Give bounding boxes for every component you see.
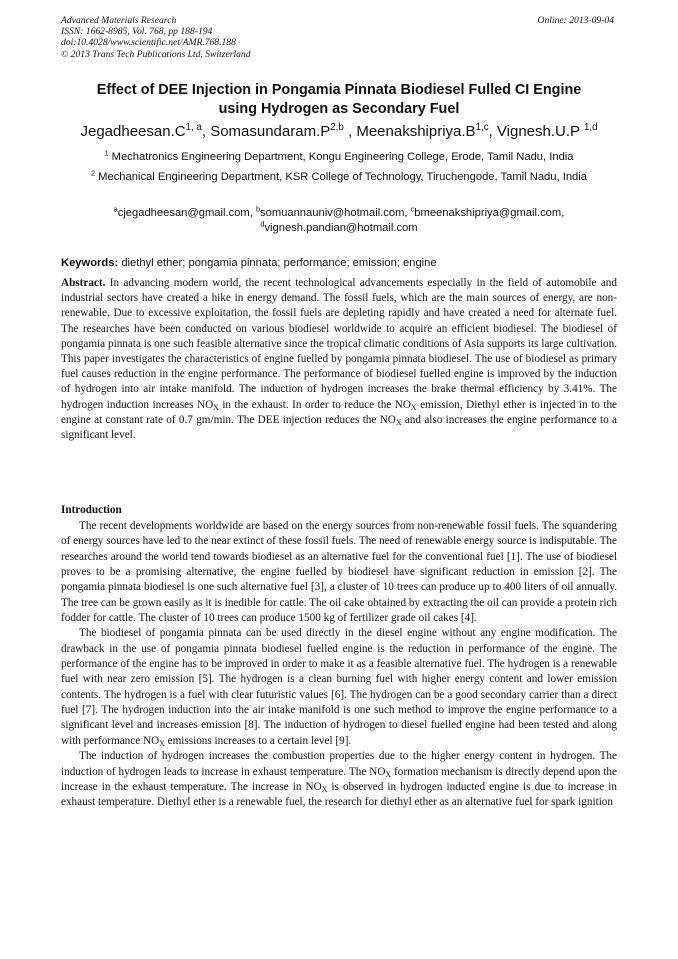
introduction-body xyxy=(61,519,617,811)
paragraph-text: The biodiesel of pongamia pinnata can be used directly in the diesel engine without any engine modification. The drawback in the use of pongamia pinnata biodiesel fuelled engine is the reduction in performance of the engine. The performance of the engine has to be improved in order to make it as a feasible alternative fuel. The hydrogen is a renewable fuel with near zero emission [5]. The hydrogen is a clean burning fuel with higher energy content and lower emission contents. The hydrogen is a fuel with clear futuristic values [6]. The hydrogen can be a good secondary carrier than a direct fuel [7]. The hydrogen induction into the air intake manifold is one such method to improve the engine performance to a significant level and increases emission [8]. The induction of hydrogen to diesel fuelled engine had been tested and along with performance NO xyxy=(61,627,617,747)
abstract-text: and also increases the engine performance to a significant level. xyxy=(61,413,617,442)
author-list: $Jegadheesan.C^{1, a}$, $Somasundaram.P^{2,b}$ , $Meenakshipriya.B^{1,c}$, Vignesh.U.P $^{1,d}$ xyxy=(80,122,598,140)
introduction-paragraph xyxy=(61,626,617,749)
nox-subscript: X xyxy=(395,417,402,427)
section-heading-introduction: Introduction xyxy=(61,504,122,516)
author-superscript: 1,c xyxy=(475,122,489,134)
email-address[interactable]: vignesh.pandian@hotmail.com xyxy=(264,222,418,234)
keywords-label: Keywords: xyxy=(61,257,119,269)
author-name: Somasundaram.P xyxy=(210,123,331,140)
online-date: Online: 2013-09-04 xyxy=(537,15,614,26)
affiliation-text: Mechatronics Engineering Department, Kongu Engineering College, Erode, Tamil Nadu, India xyxy=(111,151,574,163)
abstract-text: emission, Diethyl ether is injected in to the engine at constant rate of 0.7 gm/min. The DEE injection reduces the NO xyxy=(61,398,617,426)
journal-name: Advanced Materials Research xyxy=(61,15,177,26)
nox-subscript: X xyxy=(213,402,219,412)
affiliation-1 xyxy=(60,150,618,165)
author-name: Jegadheesan.C xyxy=(80,123,186,140)
keywords-line xyxy=(61,256,617,271)
email-superscript: c xyxy=(410,204,415,214)
issn-line: ISSN: 1662-8985, Vol. 768, pp 188-194 xyxy=(61,26,213,38)
paragraph-text: formation mechanism is directly depend upon the increase in the exhaust temperature. The increase in NO xyxy=(61,765,617,793)
nox-subscript: X xyxy=(159,738,165,748)
affiliation-text: Mechanical Engineering Department, KSR College of Technology, Tiruchengode, Tamil Nadu, India xyxy=(98,171,587,183)
journal-header xyxy=(61,15,251,60)
email-superscript: b xyxy=(255,204,260,214)
email-address[interactable]: bmeenakshipriya@gmail.com, xyxy=(414,207,565,219)
email-address[interactable]: somuannauniv@hotmail.com, xyxy=(260,207,408,219)
author-name: Vignesh.U.P xyxy=(496,123,580,140)
doi-line: doi:10.4028/www.scientific.net/AMR.768.188 xyxy=(61,37,236,49)
affiliation-number: 1 xyxy=(104,148,109,158)
copyright-line: © 2013 Trans Tech Publications Ltd, Switzerland xyxy=(61,48,251,60)
author-emails xyxy=(60,206,618,236)
author-superscript: 1, a xyxy=(185,122,202,134)
title-line-2: using Hydrogen as Secondary Fuel xyxy=(218,100,460,117)
abstract-text: In advancing modern world, the recent technological advancements especially in the field of automobile and industrial sectors have created a hike in energy demand. The fossil fuels, which are the main sources of energy, are non-renewable. Due to excessive exploitation, the fossil fuels are depleting rapidly and have created a need for alternate fuel. The researches have been conducted on various biodiesel worldwide to acquire an efficient biodiesel. The biodiesel of pongamia pinnata is one such feasible alternative since the tropical climatic conditions of Asia supports its large cultivation. This paper investigates the characteristics of engine fuelled by pongamia pinnata biodiesel. The use of biodiesel as primary fuel causes reduction in the engine performance. The performance of biodiesel fuelled engine is improved by the induction of hydrogen into air intake manifold. The induction of hydrogen increases the brake thermal efficiency by 3.41%. The hydrogen induction increases NO xyxy=(61,277,617,411)
email-superscript: a xyxy=(113,204,118,214)
paper-title xyxy=(60,81,618,118)
author-superscript: 2,b xyxy=(330,122,344,134)
abstract-text: in the exhaust. In order to reduce the NO xyxy=(218,398,411,411)
email-address[interactable]: cjegadheesan@gmail.com, xyxy=(117,207,253,219)
nox-subscript: X xyxy=(321,784,328,794)
introduction-paragraph xyxy=(61,749,617,810)
email-superscript: d xyxy=(260,219,265,229)
paragraph-text: is observed in hydrogen inducted engine is due to increase in exhaust temperature. Diethyl ether is a renewable fuel, the research for diethyl ether as an alternative fuel for spark ignition xyxy=(61,780,617,809)
abstract-paragraph xyxy=(61,276,617,443)
affiliation-2 xyxy=(60,170,618,185)
abstract-label: Abstract. xyxy=(61,277,106,289)
author-name: Meenakshipriya.B xyxy=(356,123,476,140)
author-superscript: 1,d xyxy=(583,122,598,134)
title-line-1: Effect of DEE Injection in Pongamia Pinnata Biodiesel Fulled CI Engine xyxy=(96,82,582,98)
introduction-paragraph: The recent developments worldwide are based on the energy sources from non-renewable fossil fuels. The squandering of energy sources have led to the near extinct of these fossil fuels. The need of renewable energy source is indisputable. The researches around the world tend towards biodiesel as an alternative fuel for the conventional fuel [1]. The use of biodiesel proves to be a promising alternative, the engine fuelled by biodiesel have significant reduction in emission [2]. The pongamia pinnata biodiesel is one such alternative fuel [3], a cluster of 10 trees can produce up to 400 liters of oil annually. The tree can be grown easily as it is inedible for cattle. The oil cake obtained by extracting the oil can provide a protein rich fodder for cattle. The cluster of 10 trees can produce 1500 kg of fertilizer grade oil cakes [4]. xyxy=(61,520,617,625)
paragraph-text: emissions increases to a certain level [9]. xyxy=(164,734,352,747)
paragraph-text: The induction of hydrogen increases the combustion properties due to the higher energy content in hydrogen. The induction of hydrogen leads to increase in exhaust temperature. The NO xyxy=(61,750,617,778)
nox-subscript: X xyxy=(410,402,417,412)
keywords-text: diethyl ether; pongamia pinnata; performance; emission; engine xyxy=(121,257,437,269)
affiliation-number: 2 xyxy=(91,168,96,178)
nox-subscript: X xyxy=(385,769,392,779)
